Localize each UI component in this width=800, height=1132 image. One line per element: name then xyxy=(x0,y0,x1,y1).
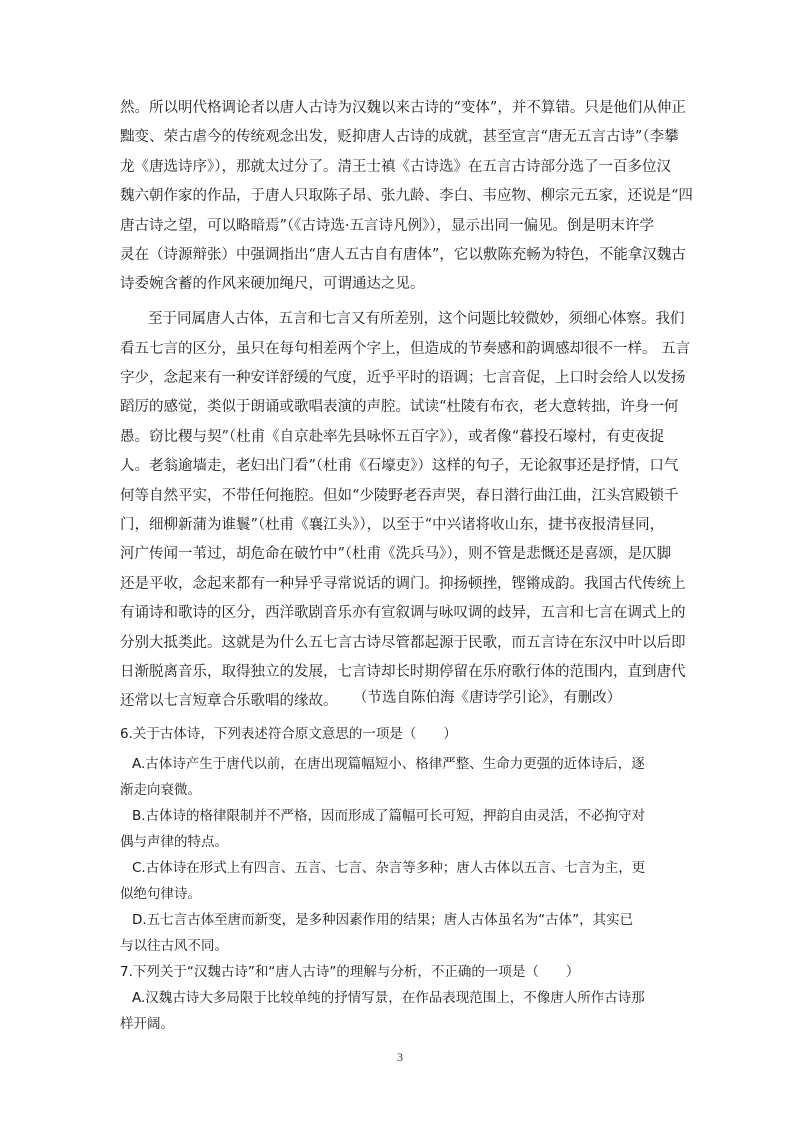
question-6-stem: 6.关于古体诗，下列表述符合原文意思的一项是（ ） xyxy=(120,726,457,742)
question-6-option-b-cont: 偶与声律的特点。 xyxy=(120,834,228,850)
passage-line: 还是平收，念起来都有一种异乎寻常说话的调门。抑扬顿挫，铿锵成韵。我国古代传统上 xyxy=(120,576,686,592)
passage-line: 至于同属唐人古体，五言和七言又有所差别，这个问题比较微妙，须细心体察。我们 xyxy=(148,311,685,327)
passage-line: 看五七言的区分，虽只在每句相差两个字上，但造成的节奏感和韵调感却很不一样。 五言 xyxy=(120,341,691,357)
passage-line: 然。所以明代格调论者以唐人古诗为汉魏以来古诗的“变体”，并不算错。只是他们从伸正 xyxy=(120,100,686,116)
question-6-option-d-cont: 与以往古风不同。 xyxy=(120,938,228,954)
question-6-option-a-cont: 渐走向衰微。 xyxy=(120,782,201,798)
passage-line: 门，细柳新蒲为谁鬟”（杜甫《襄江头》），以至于“中兴诸将收山东，捷书夜报清昼同， xyxy=(120,517,665,533)
passage-line: 诗委婉含蓄的作风来硬加绳尺，可谓通达之见。 xyxy=(120,276,425,292)
passage-line: 魏六朝作家的作品，于唐人只取陈子昂、张九龄、李白、韦应物、柳宗元五家，还说是“四 xyxy=(120,188,693,204)
question-6-option-c-cont: 似绝句律诗。 xyxy=(120,886,201,902)
passage-line: 灵在（诗源辩张）中强调指出“唐人五古自有唐体”，它以敷陈充畅为特色，不能拿汉魏古 xyxy=(120,247,686,263)
passage-line: 字少，念起来有一种安详舒缓的气度，近乎平时的语调；七言音促，上口时会给人以发扬 xyxy=(120,370,686,386)
passage-line: 黜变、荣古虐今的传统观念出发，贬抑唐人古诗的成就，甚至宣言“唐无五言古诗”（李攀 xyxy=(120,129,679,145)
passage-line: 人。老翁逾墙走，老妇出门看”（杜甫《石壕吏》）这样的句子，无论叙事还是抒情，口气 xyxy=(120,458,679,474)
question-7-stem: 7.下列关于“汉魏古诗”和“唐人古诗”的理解与分析，不正确的一项是（ ） xyxy=(120,964,580,980)
passage-line: 唐古诗之望，可以略暗焉”（《古诗选·五言诗凡例》），显示出同一偏见。倒是明末许学 xyxy=(120,218,655,234)
question-6-option-c: C.古体诗在形式上有四言、五言、七言、杂言等多种；唐人古体以五言、七言为主，更 xyxy=(132,860,646,876)
passage-line: 龙《唐选诗序》），那就太过分了。清王士禛《古诗选》在五言古诗部分选了一百多位汉 xyxy=(120,159,671,175)
passage-line: 愚。窃比稷与契”（杜甫《自京赴率先县咏怀五百字》），或者像“暮投石壕村，有吏夜捉 xyxy=(120,429,665,445)
passage-line: 还常以七言短章合乐歌唱的缘故。 xyxy=(120,693,338,709)
passage-line: 何等自然平实，不带任何拖腔。但如“少陵野老吞声哭，春日潜行曲江曲，江头宫殿锁千 xyxy=(120,488,679,504)
passage-line: 有诵诗和歌诗的区分，西洋歌剧音乐亦有宣叙调与咏叹调的歧异，五言和七言在调式上的 xyxy=(120,605,686,621)
passage-line: 河广传闻一苇过，胡危命在破竹中”（杜甫《洗兵马》），则不管是悲慨还是喜颂，是仄脚 xyxy=(120,546,672,562)
question-7-option-a-cont: 样开阔。 xyxy=(120,1016,174,1032)
passage-line: 分别大抵类此。这就是为什么五七言古诗尽管都起源于民歌，而五言诗在东汉中叶以后即 xyxy=(120,635,686,651)
question-6-option-d: D.五七言古体至唐而新变，是多种因素作用的结果；唐人古体虽名为“古体”，其实已 xyxy=(132,912,634,928)
question-6-option-a: A.古体诗产生于唐代以前，在唐出现篇幅短小、格律严整、生命力更强的近体诗后，逐 xyxy=(132,756,645,772)
question-7-option-a: A.汉魏古诗大多局限于比较单纯的抒情写景，在作品表现范围上，不像唐人所作古诗那 xyxy=(132,990,645,1006)
passage-line: 蹈厉的感觉，类似于朗诵或歌唱表演的声腔。试读“杜陵有布衣，老大意转拙，许身一何 xyxy=(120,399,679,415)
page-number: 3 xyxy=(397,1050,403,1064)
question-6-option-b: B.古体诗的格律限制并不严格，因而形成了篇幅可长可短，押韵自由灵活，不必拘守对 xyxy=(132,808,646,824)
passage-source: （节选自陈伯海《唐诗学引论》，有删改） xyxy=(353,690,622,706)
passage-line: 日渐脱离音乐，取得独立的发展，七言诗却长时期停留在乐府歌行体的范围内，直到唐代 xyxy=(120,664,686,680)
